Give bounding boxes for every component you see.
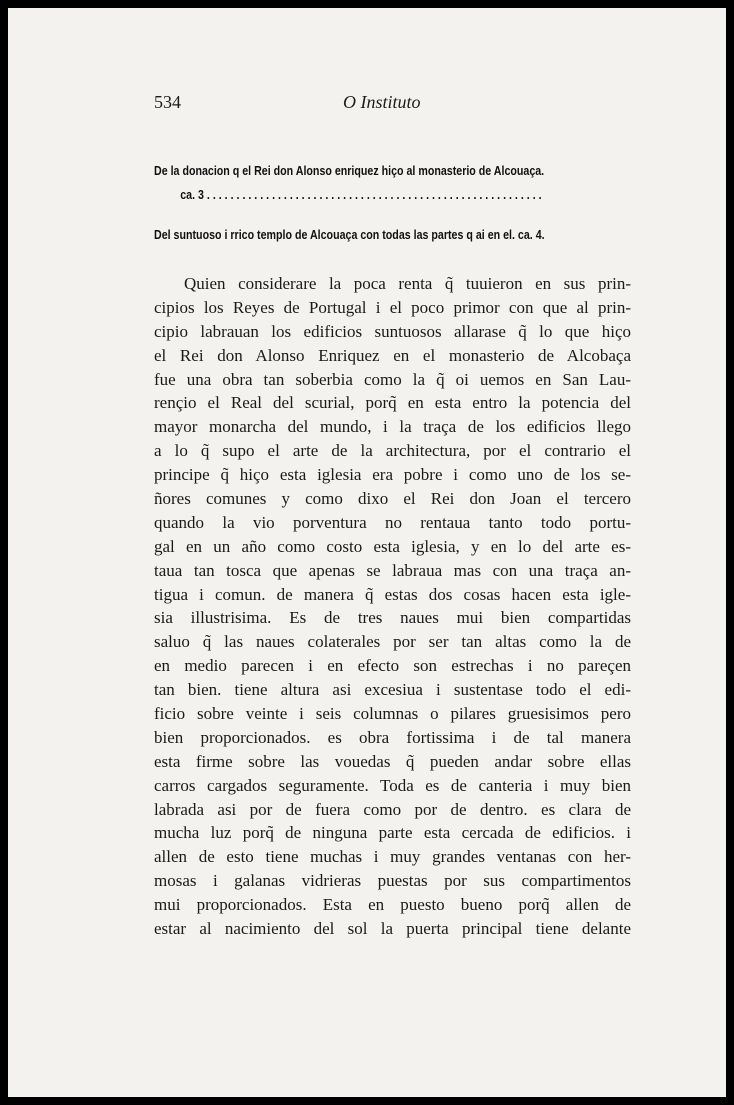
text-line: mayor monarcha del mundo, i la traça de los edificios llego [154, 417, 631, 437]
summary-line-1: De la donacion q el Rei don Alonso enriquez hiço al monasterio de Alcouaça. [154, 163, 545, 178]
text-line: mosas i galanas vidrieras puestas por sus compartimentos [154, 871, 631, 891]
text-line: cipios los Reyes de Portugal i el poco primor con que al prin- [154, 297, 631, 317]
text-line: en medio parecen i en efecto son estrechas i no pareçen [154, 656, 631, 676]
text-line: carros cargados seguramente. Toda es de canteria i muy bien [154, 775, 631, 795]
text-line: gal en un año como costo esta iglesia, y en lo del arte es- [154, 536, 631, 556]
text-line: estar al nacimiento del sol la puerta principal tiene delante [154, 919, 631, 939]
running-title: O Instituto [343, 92, 421, 112]
text-line: principe q̃ hiço esta iglesia era pobre i como uno de los se- [154, 465, 631, 485]
body-paragraph [154, 272, 631, 941]
summary-line-2: ca. 3 . . . . . . . . . . . . . . . . . . . . . . . . . . . . . . . . . . . . . . . . . . . . . . . . . . . . . . . . . [180, 187, 542, 202]
summary-line-3: Del suntuoso i rrico templo de Alcouaça con todas las partes q ai en el. ca. 4. [154, 227, 545, 242]
page-number: 534 [154, 92, 181, 112]
text-line: saluo q̃ las naues colaterales por ser tan altas como la de [154, 632, 631, 652]
text-line: a lo q̃ supo el arte de la architectura, por el contrario el [154, 441, 631, 461]
book-page [8, 8, 726, 1097]
text-line: ñores comunes y como dixo el Rei don Joan el tercero [154, 489, 631, 509]
chapter-summary [154, 159, 543, 247]
text-line: sia illustrisima. Es de tres naues mui bien compartidas [154, 608, 631, 628]
text-line: quando la vio porventura no rentaua tanto todo portu- [154, 512, 631, 532]
text-line: esta firme sobre las vouedas q̃ pueden andar sobre ellas [154, 751, 631, 771]
text-line: ficio sobre veinte i seis columnas o pilares gruesisimos pero [154, 704, 631, 724]
text-line: tan bien. tiene altura asi excesiua i sustentase todo el edi- [154, 680, 631, 700]
text-line: fue una obra tan soberbia como la q̃ oi uemos en San Lau- [154, 369, 631, 389]
text-line: bien proporcionados. es obra fortissima i de tal manera [154, 727, 631, 747]
text-line: Quien considerare la poca renta q̃ tuuieron en sus prin- [184, 274, 631, 293]
text-line: mui proporcionados. Esta en puesto bueno porq̃ allen de [154, 895, 631, 915]
text-line: el Rei don Alonso Enriquez en el monasterio de Alcobaça [154, 345, 631, 365]
text-line: mucha luz porq̃ de ninguna parte esta cercada de edificios. i [154, 823, 631, 843]
text-line: tigua i comun. de manera q̃ estas dos cosas hacen esta igle- [154, 584, 631, 604]
text-line: allen de esto tiene muchas i muy grandes ventanas con her- [154, 847, 631, 867]
text-line: labrada asi por de fuera como por de dentro. es clara de [154, 799, 631, 819]
text-line: rençio el Real del scurial, porq̃ en esta entro la potencia del [154, 393, 631, 413]
text-line: cipio labrauan los edificios suntuosos allarase q̃ lo que hiço [154, 321, 631, 341]
text-line: taua tan tosca que apenas se labraua mas con una traça an- [154, 560, 631, 580]
page-header [8, 92, 726, 122]
